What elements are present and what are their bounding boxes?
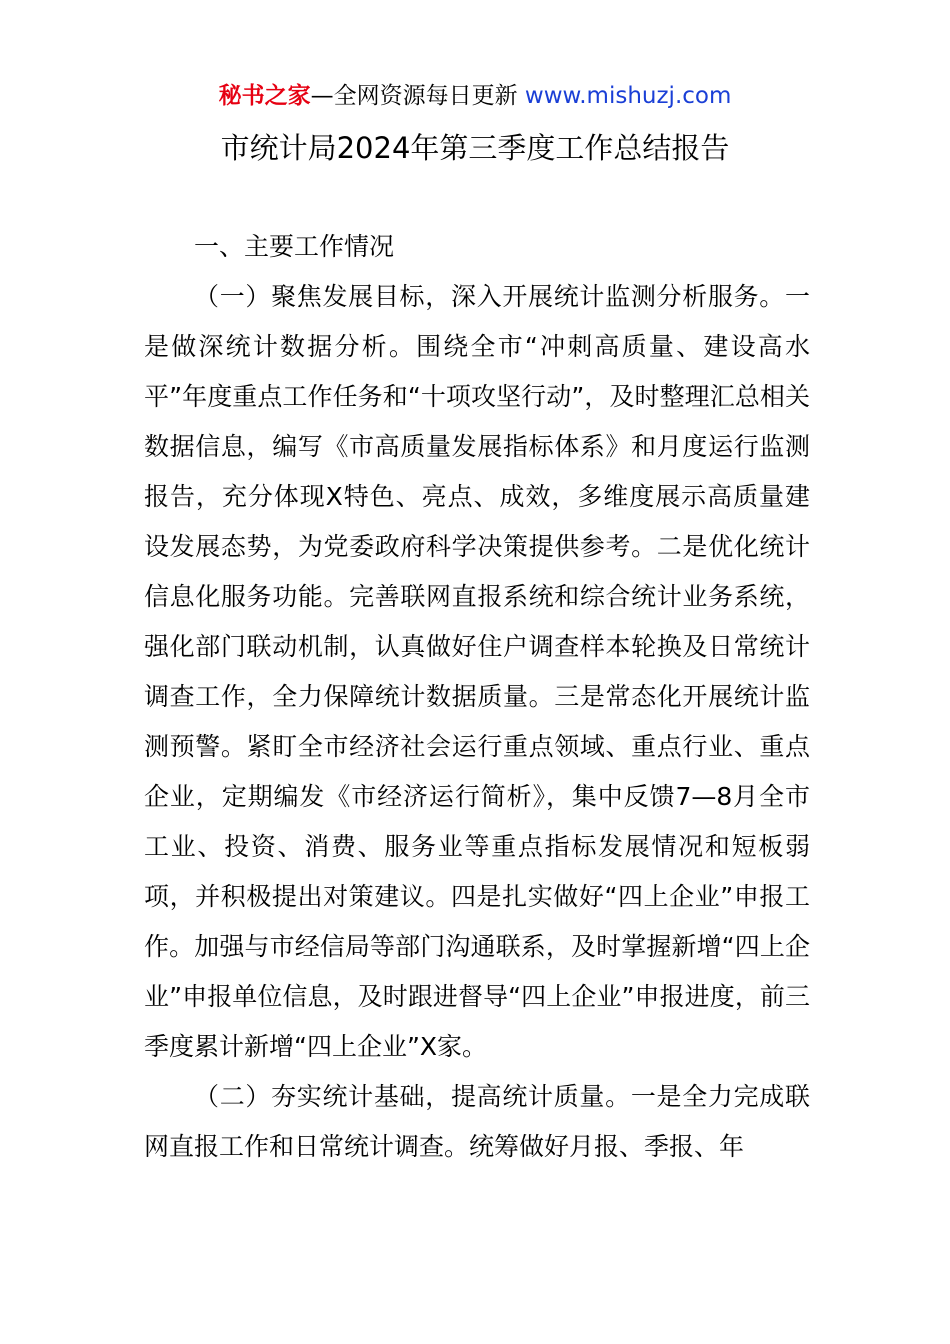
body-paragraph: （二）夯实统计基础，提高统计质量。一是全力完成联网直报工作和日常统计调查。统筹做好月报、季报、年 [144,1082,810,1161]
site-url-link[interactable]: www.mishuzj.com [524,83,732,109]
site-header [0,80,950,112]
document-title: 市统计局2024年第三季度工作总结报告 [220,131,730,165]
body-paragraph: （一）聚焦发展目标，深入开展统计监测分析服务。一是做深统计数据分析。围绕全市“冲刺高质量、建设高水平”年度重点工作任务和“十项攻坚行动”，及时整理汇总相关数据信息，编写《市高质量发展指标体系》和月度运行监测报告，充分体现X特色、亮点、成效，多维度展示高质量建设发展态势，为党委政府科学决策提供参考。二是优化统计信息化服务功能。完善联网直报系统和综合统计业务系统，强化部门联动机制，认真做好住户调查样本轮换及日常统计调查工作，全力保障统计数据质量。三是常态化开展统计监测预警。紧盯全市经济社会运行重点领域、重点行业、重点企业，定期编发《市经济运行简析》，集中反馈7—8月全市工业、投资、消费、服务业等重点指标发展情况和短板弱项，并积极提出对策建议。四是扎实做好“四上企业”申报工作。加强与市经信局等部门沟通联系，及时掌握新增“四上企业”申报单位信息，及时跟进督导“四上企业”申报进度，前三季度累计新增“四上企业”X家。 [144,282,810,1061]
site-brand: 秘书之家 [218,83,311,109]
site-tagline: —全网资源每日更新 [310,83,518,109]
document-body [144,222,810,1172]
section-heading: 一、主要工作情况 [194,232,395,261]
